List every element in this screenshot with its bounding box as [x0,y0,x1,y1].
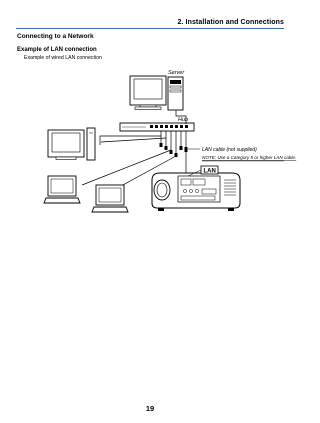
server-label: Server [168,70,185,76]
server-monitor [130,76,166,110]
hub-group [120,117,194,131]
hub-label: Hub [178,117,189,123]
lan-port-label: LAN [203,168,216,175]
server-tower [168,77,183,110]
lan-cable-note: NOTE: Use a Category 5 or higher LAN cable. [202,155,297,160]
header-title: 2. Installation and Connections [177,19,284,26]
laptop-client-1 [44,176,80,203]
projector [152,173,240,211]
lan-cable-label: LAN cable (not supplied) [202,147,257,153]
subsection-caption: Example of wired LAN connection [24,55,102,61]
desktop-client [48,128,95,160]
page-number: 19 [145,404,155,413]
subsection-title: Example of LAN connection [17,47,97,53]
section-title: Connecting to a Network [17,33,94,40]
server-group [130,70,185,110]
laptop-client-2 [92,185,128,212]
